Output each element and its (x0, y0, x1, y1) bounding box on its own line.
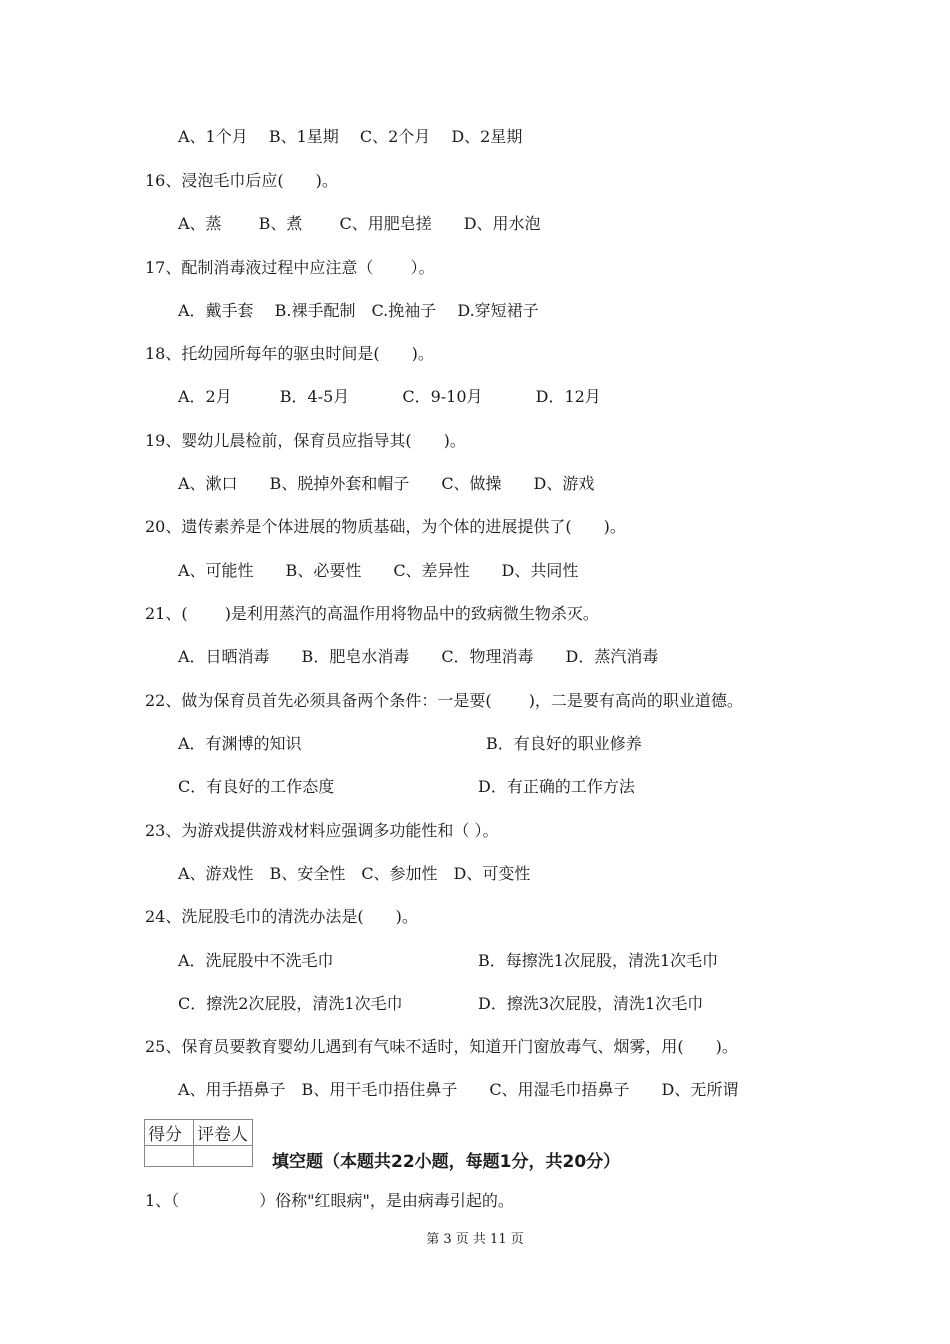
question-22: 22、做为保育员首先必须具备两个条件：一是要( )，二是要有高尚的职业道德。 (145, 691, 743, 710)
options-18: A．2月 B．4-5月 C．9-10月 D．12月 (178, 387, 601, 406)
options-20: A、可能性 B、必要性 C、差异性 D、共同性 (178, 561, 579, 580)
options-19: A、漱口 B、脱掉外套和帽子 C、做操 D、游戏 (178, 474, 595, 493)
option-22d: D．有正确的工作方法 (478, 777, 635, 796)
question-19: 19、婴幼儿晨检前，保育员应指导其( )。 (145, 431, 466, 450)
options-25: A、用手捂鼻子 B、用干毛巾捂住鼻子 C、用湿毛巾捂鼻子 D、无所谓 (178, 1080, 739, 1099)
grader-label: 评卷人 (194, 1120, 253, 1146)
option-22a: A．有渊博的知识 (178, 734, 302, 753)
option-24c: C．擦洗2次屁股，清洗1次毛巾 (178, 994, 403, 1013)
question-17: 17、配制消毒液过程中应注意（ ）。 (145, 258, 435, 277)
options-21: A．日晒消毒 B．肥皂水消毒 C．物理消毒 D．蒸汽消毒 (178, 647, 659, 666)
option-22b: B．有良好的职业修养 (486, 734, 642, 753)
score-cell (145, 1146, 194, 1167)
question-16: 16、浸泡毛巾后应( )。 (145, 171, 338, 190)
option-22c: C．有良好的工作态度 (178, 777, 335, 796)
option-24b: B．每擦洗1次屁股，清洗1次毛巾 (478, 951, 719, 970)
options-23: A、游戏性 B、安全性 C、参加性 D、可变性 (178, 864, 531, 883)
question-20: 20、遗传素养是个体进展的物质基础，为个体的进展提供了( )。 (145, 517, 626, 536)
option-24a: A．洗屁股中不洗毛巾 (178, 951, 334, 970)
score-table (144, 1119, 253, 1167)
question-23: 23、为游戏提供游戏材料应强调多功能性和（ ）。 (145, 821, 499, 840)
page-footer: 第 3 页 共 11 页 (426, 1232, 524, 1247)
option-24d: D．擦洗3次屁股，清洗1次毛巾 (478, 994, 704, 1013)
question-25: 25、保育员要教育婴幼儿遇到有气味不适时，知道开门窗放毒气、烟雾，用( )。 (145, 1037, 738, 1056)
options-15: A、1个月 B、1星期 C、2个月 D、2星期 (178, 127, 523, 146)
question-18: 18、托幼园所每年的驱虫时间是( )。 (145, 344, 434, 363)
options-16: A、蒸 B、煮 C、用肥皂搓 D、用水泡 (178, 214, 541, 233)
section-title: 填空题（本题共22小题，每题1分，共20分） (272, 1152, 621, 1172)
options-17: A．戴手套 B.裸手配制 C.挽袖子 D.穿短裙子 (178, 301, 539, 320)
fill-question-1: 1、（ ）俗称"红眼病"，是由病毒引起的。 (145, 1191, 514, 1210)
question-24: 24、洗屁股毛巾的清洗办法是( )。 (145, 907, 418, 926)
score-label: 得分 (145, 1120, 194, 1146)
question-21: 21、( )是利用蒸汽的高温作用将物品中的致病微生物杀灭。 (145, 604, 599, 623)
grader-cell (194, 1146, 253, 1167)
